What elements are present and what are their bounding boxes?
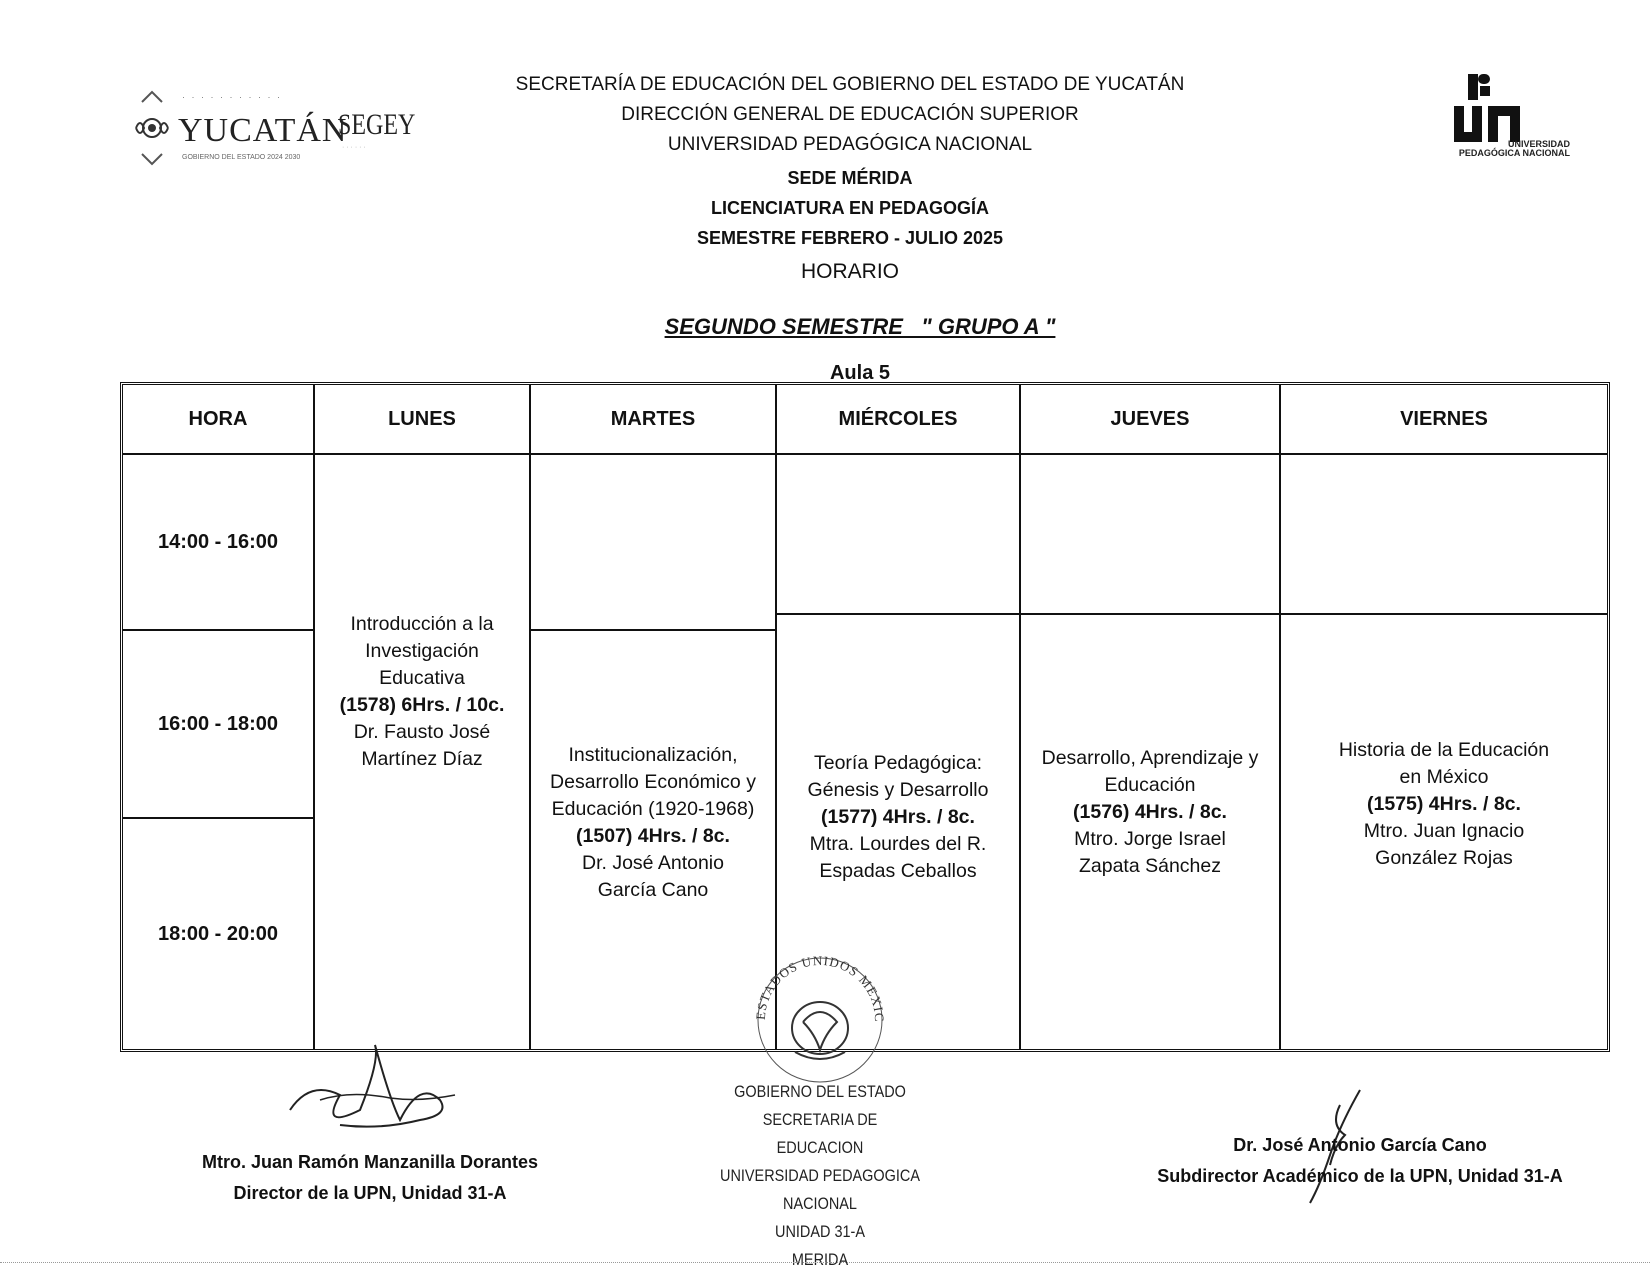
viernes-class-cell — [1279, 613, 1607, 1049]
seal-line: SECRETARIA DE EDUCACION — [762, 1110, 878, 1157]
course-miercoles — [808, 750, 989, 885]
course-teacher-line: García Cano — [597, 878, 709, 901]
course-teacher-line: Espadas Ceballos — [819, 859, 977, 882]
lunes-class-cell — [313, 453, 529, 1049]
column-header-martes: MARTES — [529, 385, 775, 453]
segey-wordmark: SEGEY — [338, 108, 416, 141]
course-title-line: Institucionalización, — [568, 743, 738, 766]
course-code: (1576) 4Hrs. / 8c. — [1073, 800, 1227, 823]
course-code: (1578) 6Hrs. / 10c. — [339, 694, 505, 716]
upn-emblem-icon — [1450, 72, 1550, 144]
course-teacher-line: Mtro. Juan Ignacio — [1363, 820, 1525, 842]
course-jueves — [1042, 745, 1259, 880]
jueves-class-cell — [1019, 613, 1279, 1049]
seal-line: NACIONAL — [783, 1194, 857, 1213]
course-title-line: Génesis y Desarrollo — [807, 778, 989, 801]
official-seal — [745, 940, 895, 1090]
upn-logo-text: UNIVERSIDAD PEDAGÓGICA NACIONAL — [1458, 139, 1570, 158]
course-teacher-line: Mtra. Lourdes del R. — [809, 832, 987, 855]
time-slot-1: 14:00 - 16:00 — [123, 453, 313, 629]
course-martes — [550, 742, 756, 904]
yucatan-emblem-icon — [130, 88, 178, 168]
course-teacher-line: Dr. José Antonio — [581, 851, 724, 874]
course-code: (1577) 4Hrs. / 8c. — [821, 805, 975, 828]
course-title-line: en México — [1399, 766, 1489, 788]
course-title-line: Investigación — [365, 640, 479, 662]
course-teacher-line: Mtro. Jorge Israel — [1074, 827, 1226, 850]
seal-line: UNIVERSIDAD PEDAGOGICA — [720, 1166, 920, 1185]
yucatan-subtitle: GOBIERNO DEL ESTADO 2024 2030 — [182, 154, 301, 161]
course-teacher-line: Dr. Fausto José — [353, 721, 491, 743]
time-slot-2: 16:00 - 18:00 — [123, 629, 313, 817]
course-code: (1507) 4Hrs. / 8c. — [576, 824, 730, 847]
signature-scribble-icon — [280, 1040, 460, 1150]
subdirector-role: Subdirector Académico de la UPN, Unidad 31-A — [1157, 1166, 1563, 1186]
course-viernes — [1339, 737, 1549, 872]
empty-cell-jueves — [1019, 453, 1279, 613]
column-header-miercoles: MIÉRCOLES — [775, 385, 1019, 453]
column-header-viernes: VIERNES — [1279, 385, 1607, 453]
director-block — [150, 1147, 590, 1209]
director-role: Director de la UPN, Unidad 31-A — [233, 1183, 507, 1203]
course-title-line: Teoría Pedagógica: — [813, 751, 983, 774]
seal-line: GOBIERNO DEL ESTADO — [734, 1082, 906, 1101]
course-teacher-line: Zapata Sánchez — [1078, 854, 1221, 877]
course-title-line: Educativa — [379, 667, 465, 689]
mexico-eagle-seal-icon — [745, 940, 895, 1090]
time-slot-3: 18:00 - 20:00 — [123, 817, 313, 1049]
empty-cell-viernes — [1279, 453, 1607, 613]
course-teacher-line: Martínez Díaz — [361, 748, 483, 770]
yucatan-segey-logo — [130, 88, 420, 168]
martes-class-cell — [529, 629, 775, 1049]
course-title-line: Desarrollo, Aprendizaje y — [1041, 746, 1259, 769]
course-title-line: Desarrollo Económico y — [550, 770, 756, 793]
header-licenciatura: LICENCIATURA EN PEDAGOGÍA — [710, 198, 989, 218]
page-bottom-divider — [0, 1262, 1650, 1263]
column-header-lunes: LUNES — [313, 385, 529, 453]
column-header-jueves: JUEVES — [1019, 385, 1279, 453]
course-title-line: Historia de la Educación — [1338, 739, 1550, 761]
yucatan-small-text: · · · · · · · · · · · — [182, 92, 282, 102]
empty-cell-martes — [529, 453, 775, 629]
yucatan-wordmark: YUCATÁN — [178, 112, 348, 149]
course-title-line: Educación (1920-1968) — [551, 797, 755, 820]
director-name: Mtro. Juan Ramón Manzanilla Dorantes — [201, 1152, 539, 1172]
header-sede: SEDE MÉRIDA — [787, 168, 913, 188]
course-title-line: Introducción a la — [350, 613, 494, 635]
header-universidad: UNIVERSIDAD PEDAGÓGICA NACIONAL — [667, 134, 1033, 155]
subdirector-name: Dr. José Antonio García Cano — [1233, 1135, 1487, 1155]
seal-line: MERIDA — [791, 1250, 849, 1269]
svg-text:ESTADOS UNIDOS MEXICANOS — [745, 940, 887, 1023]
header-semestre: SEMESTRE FEBRERO - JULIO 2025 — [696, 228, 1004, 248]
subdirector-block — [1130, 1130, 1590, 1192]
seal-line: UNIDAD 31-A — [775, 1222, 865, 1241]
classroom-label: Aula 5 — [829, 362, 891, 384]
header-direccion: DIRECCIÓN GENERAL DE EDUCACIÓN SUPERIOR — [621, 104, 1079, 125]
course-code: (1575) 4Hrs. / 8c. — [1367, 793, 1521, 815]
director-signature — [280, 1040, 460, 1150]
header-horario: HORARIO — [800, 260, 899, 283]
header-secretaria: SECRETARÍA DE EDUCACIÓN DEL GOBIERNO DEL ESTADO DE YUCATÁN — [515, 74, 1185, 95]
course-teacher-line: González Rojas — [1375, 847, 1513, 869]
upn-logo — [1450, 72, 1570, 172]
seal-ring-text: ESTADOS UNIDOS MEXIC — [752, 952, 888, 1023]
seal-caption — [718, 1078, 922, 1274]
empty-cell-miercoles — [775, 453, 1019, 613]
column-header-hora: HORA — [188, 407, 248, 430]
segey-subtitle: · · · · · · — [342, 144, 366, 151]
course-lunes — [340, 611, 505, 773]
course-title-line: Educación — [1104, 773, 1196, 796]
group-title: SEGUNDO SEMESTRE " GRUPO A " — [664, 314, 1056, 339]
